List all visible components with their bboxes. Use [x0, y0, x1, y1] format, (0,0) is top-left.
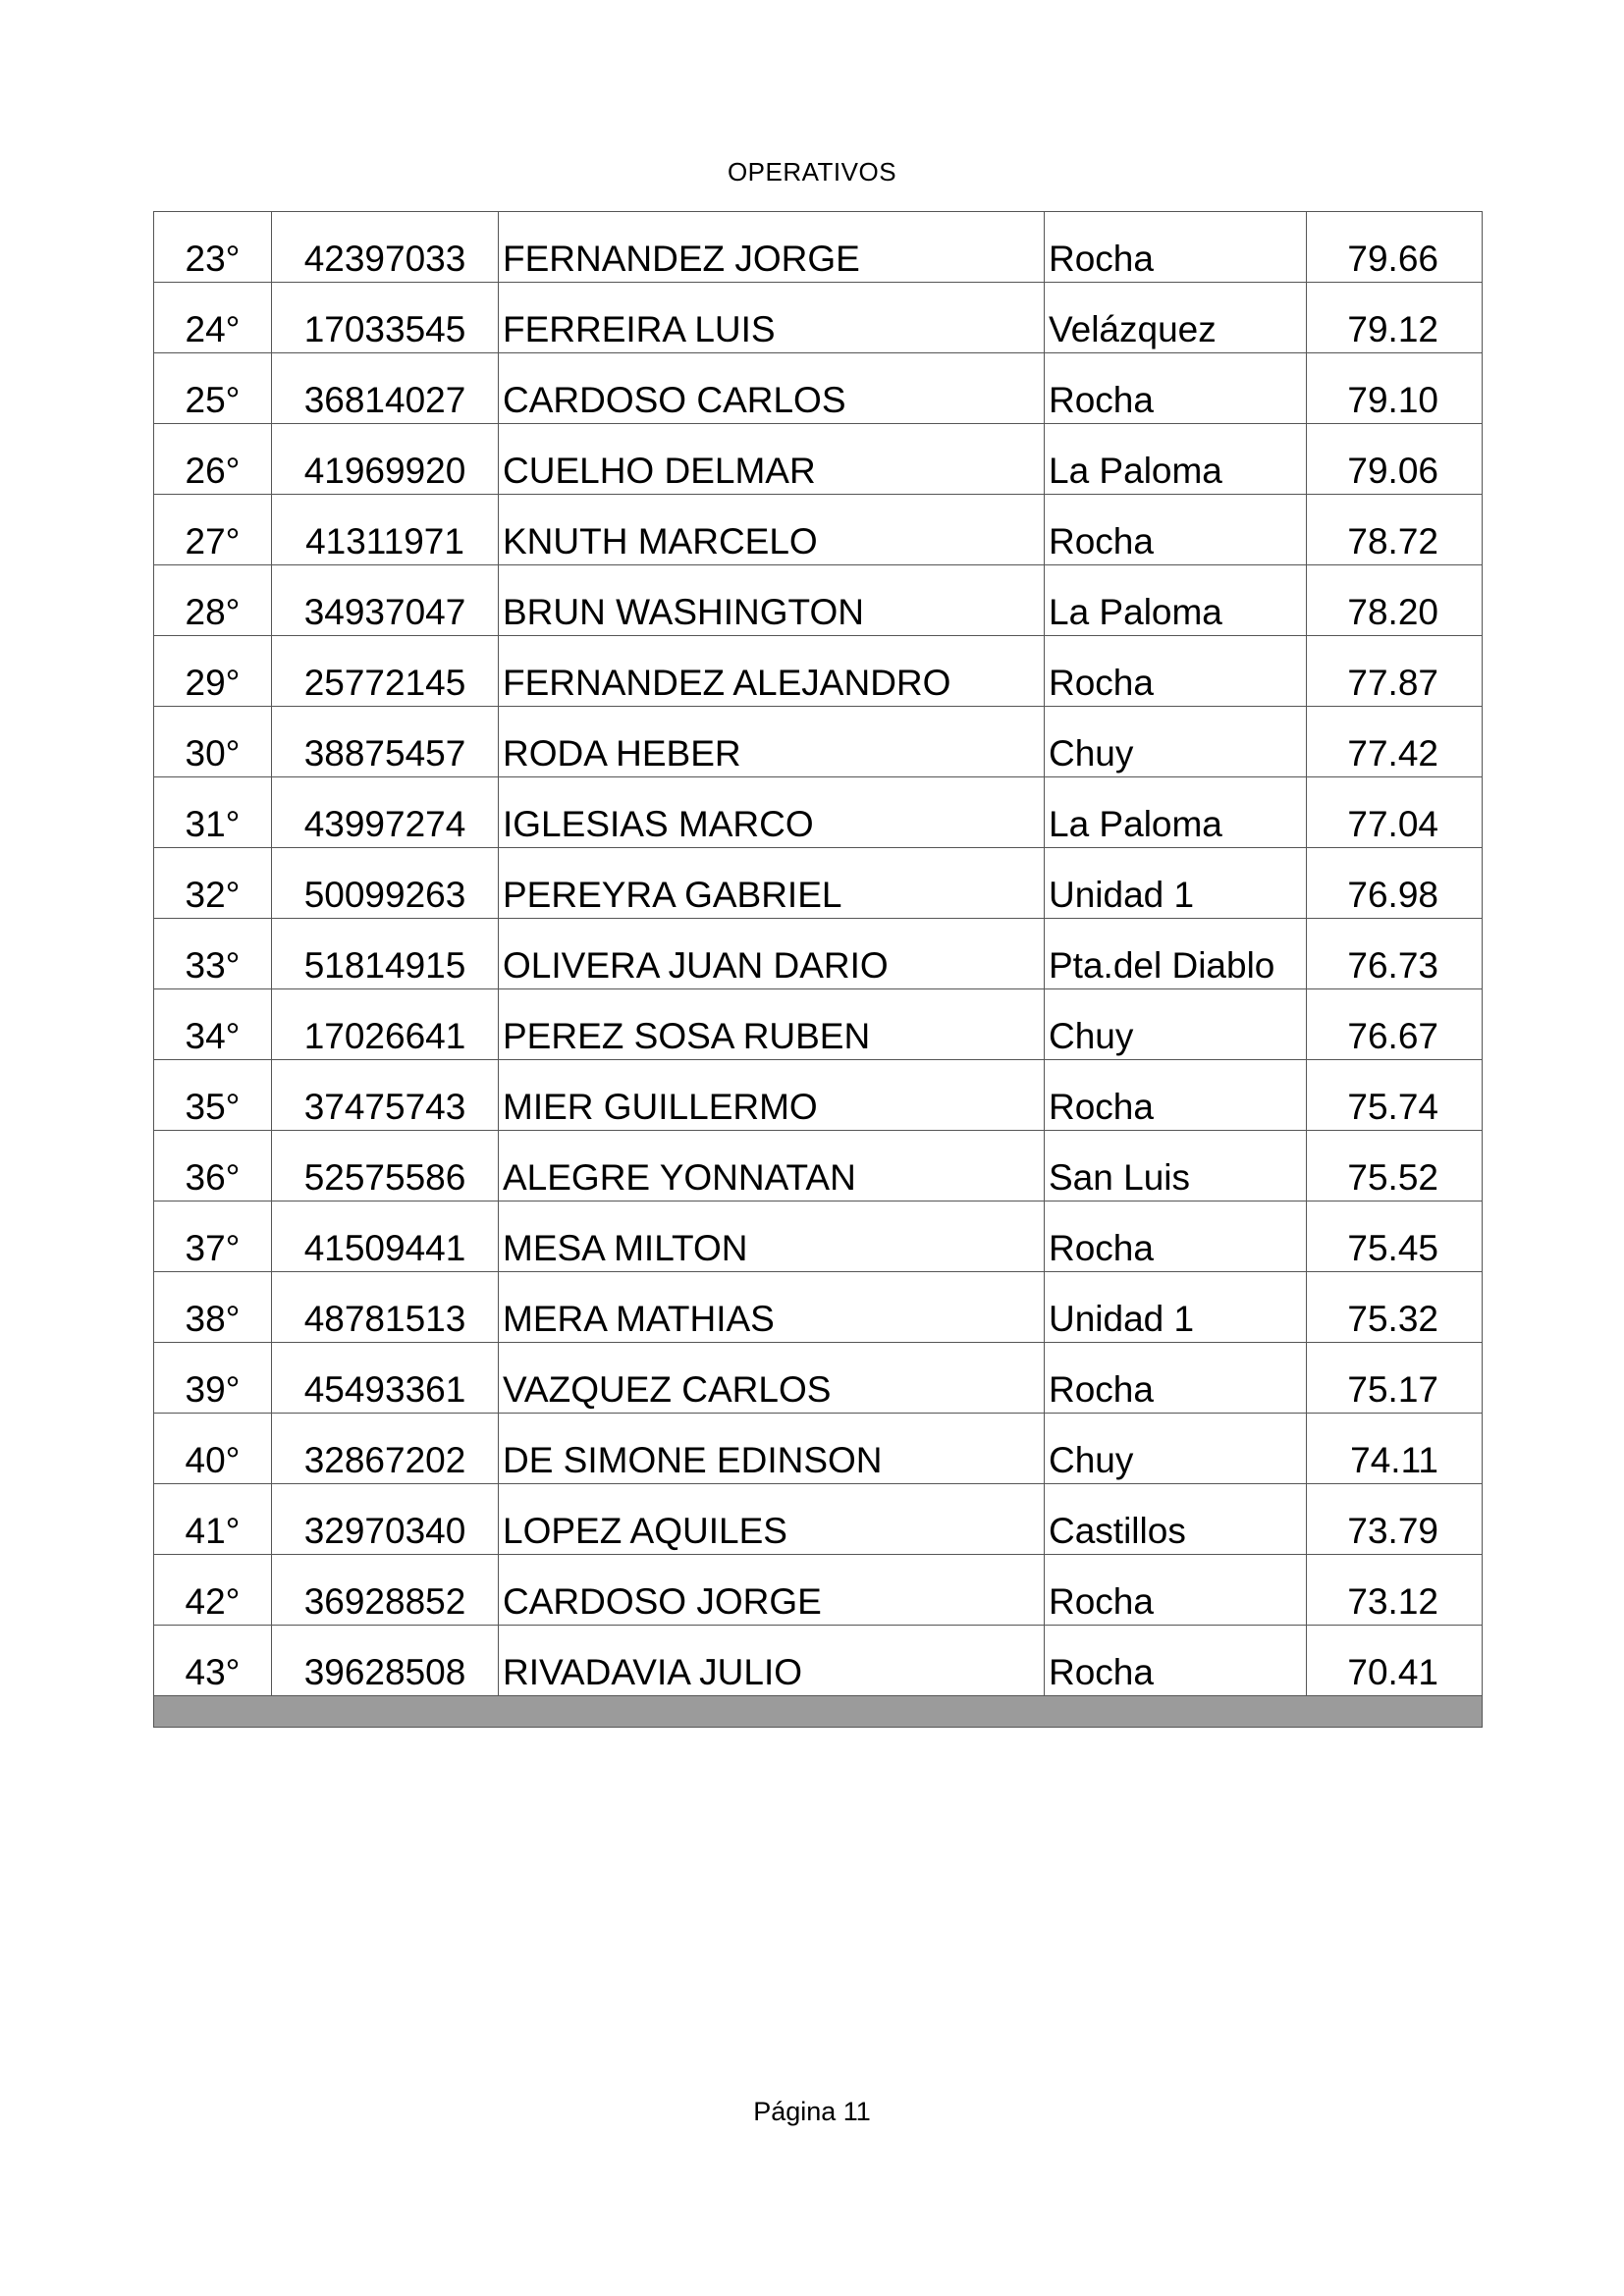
- cell-id-number: 43997274: [272, 777, 499, 848]
- cell-rank: 30°: [154, 707, 272, 777]
- cell-full-name: PEREZ SOSA RUBEN: [499, 989, 1045, 1060]
- cell-rank: 42°: [154, 1555, 272, 1626]
- cell-location: Unidad 1: [1045, 1272, 1307, 1343]
- cell-score: 73.79: [1307, 1484, 1483, 1555]
- cell-id-number: 39628508: [272, 1626, 499, 1696]
- table-row: [154, 1626, 1483, 1696]
- table-row: [154, 636, 1483, 707]
- table-row: [154, 212, 1483, 283]
- cell-score: 77.87: [1307, 636, 1483, 707]
- cell-score: 76.98: [1307, 848, 1483, 919]
- cell-location: San Luis: [1045, 1131, 1307, 1201]
- cell-rank: 24°: [154, 283, 272, 353]
- results-table-container: [153, 211, 1483, 1728]
- cell-id-number: 17026641: [272, 989, 499, 1060]
- cell-rank: 29°: [154, 636, 272, 707]
- cell-full-name: RIVADAVIA JULIO: [499, 1626, 1045, 1696]
- cell-score: 73.12: [1307, 1555, 1483, 1626]
- cell-location: Chuy: [1045, 707, 1307, 777]
- cell-id-number: 17033545: [272, 283, 499, 353]
- cell-rank: 32°: [154, 848, 272, 919]
- cell-location: Rocha: [1045, 495, 1307, 565]
- cell-rank: 41°: [154, 1484, 272, 1555]
- cell-location: Chuy: [1045, 1414, 1307, 1484]
- cell-id-number: 32867202: [272, 1414, 499, 1484]
- cell-id-number: 32970340: [272, 1484, 499, 1555]
- cell-location: Castillos: [1045, 1484, 1307, 1555]
- table-row: [154, 1131, 1483, 1201]
- cell-full-name: FERNANDEZ JORGE: [499, 212, 1045, 283]
- cell-full-name: IGLESIAS MARCO: [499, 777, 1045, 848]
- cell-location: Rocha: [1045, 636, 1307, 707]
- cell-location: Rocha: [1045, 1555, 1307, 1626]
- cell-full-name: MIER GUILLERMO: [499, 1060, 1045, 1131]
- cell-rank: 39°: [154, 1343, 272, 1414]
- cell-score: 75.52: [1307, 1131, 1483, 1201]
- cell-location: Rocha: [1045, 1060, 1307, 1131]
- cell-id-number: 25772145: [272, 636, 499, 707]
- cell-location: Rocha: [1045, 1626, 1307, 1696]
- cell-id-number: 42397033: [272, 212, 499, 283]
- table-row: [154, 1272, 1483, 1343]
- cell-id-number: 37475743: [272, 1060, 499, 1131]
- table-row: [154, 424, 1483, 495]
- cell-rank: 38°: [154, 1272, 272, 1343]
- table-row: [154, 1060, 1483, 1131]
- cell-location: Unidad 1: [1045, 848, 1307, 919]
- cell-full-name: VAZQUEZ CARLOS: [499, 1343, 1045, 1414]
- cell-rank: 26°: [154, 424, 272, 495]
- cell-rank: 37°: [154, 1201, 272, 1272]
- cell-full-name: FERNANDEZ ALEJANDRO: [499, 636, 1045, 707]
- cell-full-name: BRUN WASHINGTON: [499, 565, 1045, 636]
- cell-location: Rocha: [1045, 212, 1307, 283]
- cell-score: 75.45: [1307, 1201, 1483, 1272]
- table-row: [154, 1343, 1483, 1414]
- cell-location: Rocha: [1045, 1343, 1307, 1414]
- cell-rank: 27°: [154, 495, 272, 565]
- table-row: [154, 495, 1483, 565]
- table-row: [154, 283, 1483, 353]
- cell-score: 75.17: [1307, 1343, 1483, 1414]
- table-row: [154, 1414, 1483, 1484]
- results-table: [153, 211, 1483, 1728]
- cell-score: 76.67: [1307, 989, 1483, 1060]
- cell-score: 79.06: [1307, 424, 1483, 495]
- cell-score: 74.11: [1307, 1414, 1483, 1484]
- cell-full-name: PEREYRA GABRIEL: [499, 848, 1045, 919]
- cell-score: 78.72: [1307, 495, 1483, 565]
- cell-rank: 31°: [154, 777, 272, 848]
- cell-id-number: 48781513: [272, 1272, 499, 1343]
- cell-location: La Paloma: [1045, 565, 1307, 636]
- cell-rank: 35°: [154, 1060, 272, 1131]
- table-row: [154, 919, 1483, 989]
- cell-location: Rocha: [1045, 353, 1307, 424]
- cell-score: 75.32: [1307, 1272, 1483, 1343]
- cell-full-name: DE SIMONE EDINSON: [499, 1414, 1045, 1484]
- table-row: [154, 565, 1483, 636]
- cell-rank: 40°: [154, 1414, 272, 1484]
- results-table-body: [154, 212, 1483, 1728]
- cell-full-name: MESA MILTON: [499, 1201, 1045, 1272]
- cell-score: 79.12: [1307, 283, 1483, 353]
- cell-location: Pta.del Diablo: [1045, 919, 1307, 989]
- table-row: [154, 777, 1483, 848]
- cell-location: La Paloma: [1045, 777, 1307, 848]
- cell-id-number: 51814915: [272, 919, 499, 989]
- cell-id-number: 41969920: [272, 424, 499, 495]
- table-row: [154, 1201, 1483, 1272]
- cell-score: 76.73: [1307, 919, 1483, 989]
- cell-rank: 36°: [154, 1131, 272, 1201]
- table-row: [154, 848, 1483, 919]
- cell-score: 70.41: [1307, 1626, 1483, 1696]
- table-footer-bar-cell: [154, 1696, 1483, 1728]
- cell-rank: 25°: [154, 353, 272, 424]
- cell-full-name: MERA MATHIAS: [499, 1272, 1045, 1343]
- table-footer-bar: [154, 1696, 1483, 1728]
- cell-rank: 33°: [154, 919, 272, 989]
- table-row: [154, 989, 1483, 1060]
- cell-full-name: ALEGRE YONNATAN: [499, 1131, 1045, 1201]
- cell-id-number: 50099263: [272, 848, 499, 919]
- cell-score: 75.74: [1307, 1060, 1483, 1131]
- cell-score: 79.66: [1307, 212, 1483, 283]
- page-header-title: OPERATIVOS: [727, 157, 897, 187]
- table-row: [154, 1484, 1483, 1555]
- table-row: [154, 707, 1483, 777]
- cell-id-number: 41311971: [272, 495, 499, 565]
- cell-rank: 23°: [154, 212, 272, 283]
- cell-rank: 43°: [154, 1626, 272, 1696]
- table-row: [154, 1555, 1483, 1626]
- cell-full-name: CARDOSO JORGE: [499, 1555, 1045, 1626]
- cell-id-number: 34937047: [272, 565, 499, 636]
- cell-id-number: 36928852: [272, 1555, 499, 1626]
- cell-location: Rocha: [1045, 1201, 1307, 1272]
- cell-id-number: 41509441: [272, 1201, 499, 1272]
- cell-full-name: KNUTH MARCELO: [499, 495, 1045, 565]
- cell-id-number: 38875457: [272, 707, 499, 777]
- cell-location: La Paloma: [1045, 424, 1307, 495]
- cell-id-number: 52575586: [272, 1131, 499, 1201]
- cell-full-name: FERREIRA LUIS: [499, 283, 1045, 353]
- cell-location: Chuy: [1045, 989, 1307, 1060]
- cell-full-name: RODA HEBER: [499, 707, 1045, 777]
- table-row: [154, 353, 1483, 424]
- cell-rank: 28°: [154, 565, 272, 636]
- cell-full-name: LOPEZ AQUILES: [499, 1484, 1045, 1555]
- cell-rank: 34°: [154, 989, 272, 1060]
- page-number: Página 11: [753, 2097, 871, 2126]
- cell-location: Velázquez: [1045, 283, 1307, 353]
- cell-score: 78.20: [1307, 565, 1483, 636]
- cell-full-name: CUELHO DELMAR: [499, 424, 1045, 495]
- cell-id-number: 36814027: [272, 353, 499, 424]
- cell-full-name: OLIVERA JUAN DARIO: [499, 919, 1045, 989]
- cell-score: 77.42: [1307, 707, 1483, 777]
- cell-id-number: 45493361: [272, 1343, 499, 1414]
- cell-full-name: CARDOSO CARLOS: [499, 353, 1045, 424]
- cell-score: 77.04: [1307, 777, 1483, 848]
- cell-score: 79.10: [1307, 353, 1483, 424]
